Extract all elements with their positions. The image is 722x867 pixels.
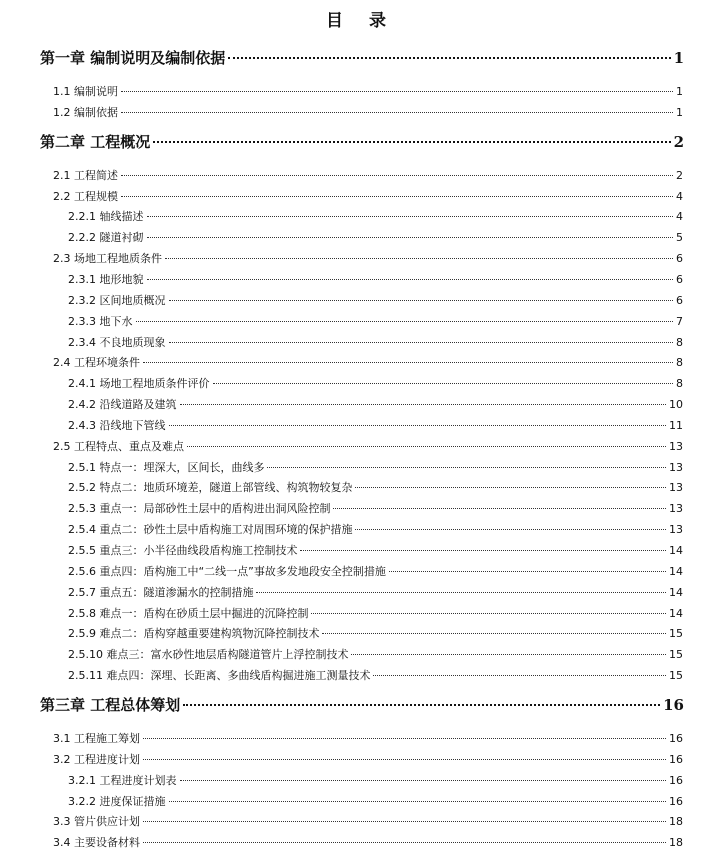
toc-entry[interactable] <box>68 772 683 788</box>
toc-entry-label: 2.5.8 难点一：盾构在砂质土层中掘进的沉降控制 <box>68 606 309 620</box>
toc-entry-label: 3.1 工程施工筹划 <box>53 731 140 745</box>
dot-leader <box>147 279 674 280</box>
toc-entry[interactable] <box>53 834 683 850</box>
toc-entry[interactable] <box>68 459 683 475</box>
toc-entry-label: 2.1 工程简述 <box>53 168 118 182</box>
toc-entry-label: 第三章 工程总体筹划 <box>40 695 181 714</box>
toc-entry-label: 2.3.3 地下水 <box>68 314 133 328</box>
toc-entry-label: 3.2.1 工程进度计划表 <box>68 773 177 787</box>
toc-entry-label: 3.2 工程进度计划 <box>53 752 140 766</box>
toc-entry-label: 2.5.10 难点三：富水砂性地层盾构隧道管片上浮控制技术 <box>68 648 349 662</box>
toc-entry-label: 第二章 工程概况 <box>40 132 151 151</box>
dot-leader <box>143 362 673 363</box>
toc-entry[interactable] <box>68 646 683 662</box>
toc-entry[interactable] <box>68 521 683 537</box>
dot-leader <box>180 780 667 781</box>
toc-page-number: 8 <box>676 335 683 349</box>
dot-leader <box>267 467 666 468</box>
toc-entry[interactable] <box>53 354 683 370</box>
toc-entry[interactable] <box>68 271 683 287</box>
toc-page-number: 1 <box>676 105 683 119</box>
toc-entry-label: 2.4.3 沿线地下管线 <box>68 418 166 432</box>
toc-page-number: 2 <box>676 168 683 182</box>
dot-leader <box>183 704 660 706</box>
dot-leader <box>187 446 666 447</box>
toc-entry[interactable] <box>68 334 683 350</box>
dot-leader <box>121 175 673 176</box>
dot-leader <box>355 487 666 488</box>
dot-leader <box>143 842 666 843</box>
dot-leader <box>147 237 674 238</box>
toc-page-number: 16 <box>669 731 683 745</box>
toc-entry[interactable] <box>68 605 683 621</box>
dot-leader <box>169 300 674 301</box>
toc-entry[interactable] <box>68 667 683 683</box>
toc-entry[interactable] <box>68 417 683 433</box>
toc-entry-label: 3.2.2 进度保证措施 <box>68 794 166 808</box>
toc-page-number: 11 <box>669 418 683 432</box>
toc-entry[interactable] <box>68 208 683 224</box>
toc-page-number: 15 <box>669 648 683 662</box>
toc-page-number: 13 <box>669 460 683 474</box>
dot-leader <box>180 404 667 405</box>
toc-page-number: 10 <box>669 398 683 412</box>
toc-entry-label: 2.5.6 重点四：盾构施工中“二线一点”事故多发地段安全控制措施 <box>68 564 386 578</box>
toc-page-number: 16 <box>669 794 683 808</box>
dot-leader <box>213 383 674 384</box>
toc-entry[interactable] <box>68 375 683 391</box>
toc-entry-label: 2.5 工程特点、重点及难点 <box>53 439 184 453</box>
toc-entry[interactable] <box>53 813 683 829</box>
toc-title: 目 录 <box>326 11 396 31</box>
toc-page-number: 6 <box>676 272 683 286</box>
dot-leader <box>121 112 673 113</box>
dot-leader <box>355 529 666 530</box>
toc-page-number: 14 <box>669 564 683 578</box>
dot-leader <box>169 425 667 426</box>
toc-page-number: 6 <box>676 293 683 307</box>
toc-entry[interactable] <box>53 167 683 183</box>
toc-entry-label: 2.3.1 地形地貌 <box>68 272 144 286</box>
toc-entry-label: 2.5.7 重点五：隧道渗漏水的控制措施 <box>68 585 254 599</box>
toc-entry-label: 第一章 编制说明及编制依据 <box>40 49 226 67</box>
toc-page-number: 13 <box>669 502 683 516</box>
toc-entry[interactable] <box>68 292 683 308</box>
toc-page-number: 16 <box>669 752 683 766</box>
toc-entry[interactable] <box>53 104 683 120</box>
toc-entry[interactable] <box>53 188 683 204</box>
toc-chapter-entry[interactable] <box>40 131 684 152</box>
toc-page-number: 14 <box>669 544 683 557</box>
toc-page-number: 8 <box>676 377 683 391</box>
toc-chapter-entry[interactable] <box>40 694 684 715</box>
toc-page-number: 4 <box>676 210 683 224</box>
dot-leader <box>165 258 673 259</box>
toc-entry[interactable] <box>68 229 683 245</box>
dot-leader <box>136 321 674 322</box>
toc-page-number: 18 <box>669 815 683 829</box>
dot-leader <box>143 738 666 739</box>
toc-page-number: 18 <box>669 836 683 850</box>
dot-leader <box>322 633 666 634</box>
dot-leader <box>311 613 666 614</box>
toc-entry[interactable] <box>53 751 683 767</box>
toc-entry-label: 2.5.4 重点二：砂性土层中盾构施工对周围环境的保护措施 <box>68 523 353 537</box>
toc-entry-label: 2.3.2 区间地质概况 <box>68 293 166 307</box>
dot-leader <box>153 141 670 143</box>
toc-page-number: 14 <box>669 606 683 620</box>
toc-entry-label: 2.4.2 沿线道路及建筑 <box>68 398 177 412</box>
toc-entry[interactable] <box>53 438 683 454</box>
toc-entry-label: 2.2.2 隧道衬砌 <box>68 231 144 245</box>
toc-entry[interactable] <box>53 730 683 746</box>
dot-leader <box>121 91 673 92</box>
dot-leader <box>169 342 674 343</box>
toc-entry-label: 2.5.2 特点二：地质环境差，隧道上部管线、构筑物较复杂 <box>68 481 353 495</box>
dot-leader <box>147 216 674 217</box>
toc-entry-label: 3.3 管片供应计划 <box>53 815 140 829</box>
toc-entry[interactable] <box>68 793 683 809</box>
dot-leader <box>351 654 666 655</box>
toc-entry-label: 1.2 编制依据 <box>53 105 118 119</box>
toc-entry[interactable] <box>68 584 683 600</box>
toc-page-number: 16 <box>669 773 683 787</box>
dot-leader <box>300 550 666 551</box>
toc-page-number: 15 <box>669 627 683 641</box>
toc-page-number: 13 <box>669 523 683 537</box>
toc-page-number: 1 <box>673 49 684 67</box>
toc-entry-label: 2.5.3 重点一：局部砂性土层中的盾构进出洞风险控制 <box>68 502 331 516</box>
toc-entry[interactable] <box>68 542 683 558</box>
toc-page-number: 16 <box>663 695 684 714</box>
toc-entry-label: 2.5.11 难点四：深埋、长距离、多曲线盾构掘进施工测量技术 <box>68 669 371 683</box>
toc-entry[interactable] <box>53 250 683 266</box>
dot-leader <box>389 571 666 572</box>
toc-page-number: 15 <box>669 669 683 683</box>
toc-page-number: 2 <box>673 132 684 151</box>
dot-leader <box>333 508 666 509</box>
toc-entry-label: 2.5.5 重点三：小半径曲线段盾构施工控制技术 <box>68 544 298 557</box>
toc-entry[interactable] <box>68 396 683 412</box>
dot-leader <box>143 759 666 760</box>
dot-leader <box>169 801 667 802</box>
dot-leader <box>228 57 670 59</box>
toc-chapter-entry[interactable] <box>40 47 684 68</box>
toc-page-number: 8 <box>676 356 683 370</box>
toc-entry-label: 2.2.1 轴线描述 <box>68 210 144 224</box>
toc-entry[interactable] <box>68 313 683 329</box>
toc-entry-label: 2.4.1 场地工程地质条件评价 <box>68 377 210 391</box>
toc-entry[interactable] <box>53 83 683 99</box>
dot-leader <box>373 675 666 676</box>
toc-page-number: 7 <box>676 314 683 328</box>
toc-entry-label: 2.5.1 特点一：埋深大，区间长，曲线多 <box>68 460 265 474</box>
toc-entry[interactable] <box>68 625 683 641</box>
dot-leader <box>121 196 673 197</box>
toc-page-number: 13 <box>669 481 683 495</box>
toc-entry[interactable] <box>68 479 683 495</box>
dot-leader <box>143 821 666 822</box>
toc-page-number: 6 <box>676 252 683 266</box>
toc-entry-label: 1.1 编制说明 <box>53 85 118 98</box>
toc-entry-label: 2.3.4 不良地质现象 <box>68 335 166 349</box>
toc-entry-label: 2.3 场地工程地质条件 <box>53 252 162 266</box>
toc-entry-label: 2.5.9 难点二：盾构穿越重要建构筑物沉降控制技术 <box>68 627 320 641</box>
toc-entry-label: 2.4 工程环境条件 <box>53 356 140 370</box>
toc-page-number: 4 <box>676 189 683 203</box>
dot-leader <box>256 592 666 593</box>
toc-page-number: 13 <box>669 439 683 453</box>
toc-page-number: 1 <box>676 85 683 98</box>
toc-entry-label: 2.2 工程规模 <box>53 189 118 203</box>
toc-entry-label: 3.4 主要设备材料 <box>53 836 140 850</box>
toc-entry[interactable] <box>68 500 683 516</box>
toc-page-number: 5 <box>676 231 683 245</box>
toc-page-number: 14 <box>669 585 683 599</box>
toc-entry[interactable] <box>68 563 683 579</box>
